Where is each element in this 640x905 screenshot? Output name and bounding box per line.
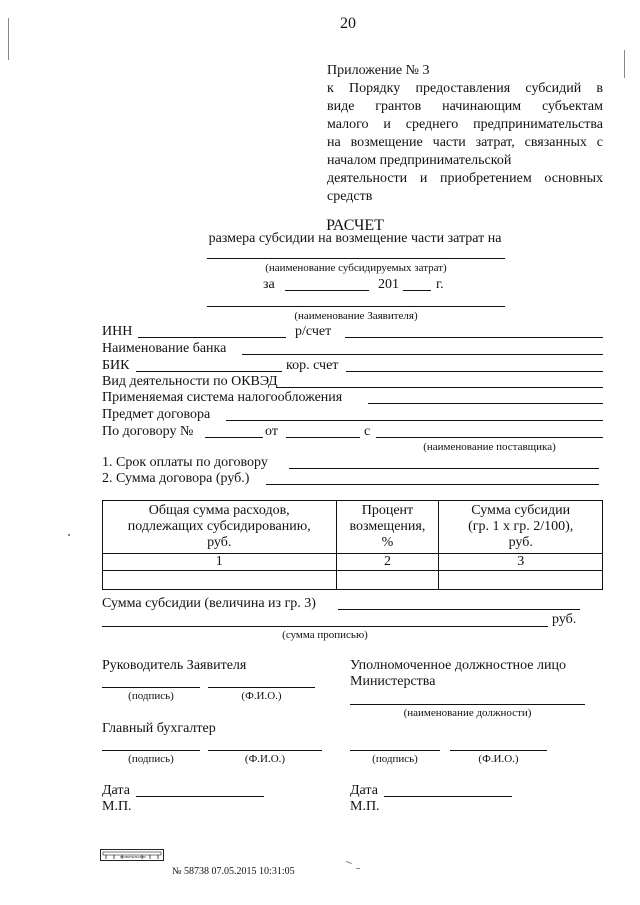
table-header-row	[103, 501, 603, 554]
column-number: 2	[336, 554, 439, 571]
stamp-text: ПРАВИТЕЛЬСТВО	[120, 855, 146, 859]
fio-hint: (Ф.И.О.)	[244, 753, 286, 765]
header-line: Общая сумма расходов,	[148, 503, 290, 518]
scan-mark	[624, 50, 625, 78]
table-header-cell	[103, 501, 337, 554]
header-line: возмещения,	[349, 519, 426, 534]
appendix-line: началом предпринимательской	[327, 153, 512, 168]
subsidy-field[interactable]	[338, 609, 580, 610]
appendix-line: на возмещение части затрат, связанных с	[327, 135, 603, 150]
position-field[interactable]	[350, 704, 585, 705]
okved-label: Вид деятельности по ОКВЭД	[102, 374, 278, 389]
column-number: 1	[103, 554, 337, 571]
currency-label: руб.	[552, 612, 577, 627]
percent-cell[interactable]	[336, 571, 439, 590]
sum-label: 2. Сумма договора (руб.)	[102, 471, 250, 486]
applicant-hint: (наименование Заявителя)	[294, 310, 418, 322]
appendix-line: виде грантов начинающим субъектам	[327, 99, 603, 114]
accountant-signature-field[interactable]	[102, 750, 200, 751]
supplier-hint: (наименование поставщика)	[423, 441, 556, 453]
date-label: Дата	[350, 783, 378, 798]
calculation-table	[102, 500, 603, 590]
corr-account-label: кор. счет	[286, 358, 339, 373]
form-subtitle: размера субсидии на возмещение части затрат на	[208, 231, 502, 246]
head-fio-field[interactable]	[208, 687, 315, 688]
period-suffix: г.	[436, 277, 444, 292]
signature-hint: (подпись)	[128, 753, 174, 765]
bik-label: БИК	[102, 358, 130, 373]
account-field[interactable]	[345, 337, 603, 338]
seal-label: М.П.	[102, 799, 132, 814]
official-label: Уполномоченное должностное лицо	[350, 658, 566, 673]
column-number: 3	[439, 554, 603, 571]
date-field[interactable]	[136, 796, 264, 797]
header-line: руб.	[508, 535, 533, 550]
official-signature-field[interactable]	[350, 750, 440, 751]
costs-field[interactable]	[207, 258, 505, 259]
tax-system-field[interactable]	[368, 403, 603, 404]
header-line: %	[381, 535, 394, 550]
scan-mark	[356, 868, 360, 869]
header-line: (гр. 1 х гр. 2/100),	[468, 519, 574, 534]
signature-hint: (подпись)	[128, 690, 174, 702]
appendix-line: деятельности и приобретением основных	[327, 171, 603, 186]
account-label: р/счет	[295, 324, 332, 339]
term-label: 1. Срок оплаты по договору	[102, 455, 268, 470]
header-line: Процент	[361, 503, 414, 518]
head-label: Руководитель Заявителя	[102, 658, 247, 673]
contract-no-field[interactable]	[205, 437, 263, 438]
contract-with-label: с	[364, 424, 371, 439]
costs-hint: (наименование субсидируемых затрат)	[265, 262, 447, 274]
term-field[interactable]	[289, 468, 599, 469]
form-title: РАСЧЕТ	[326, 217, 384, 234]
tax-system-label: Применяемая система налогообложения	[102, 390, 343, 405]
fio-hint: (Ф.И.О.)	[478, 753, 519, 765]
government-stamp-logo	[100, 848, 164, 862]
inn-field[interactable]	[138, 337, 286, 338]
header-line: подлежащих субсидированию,	[127, 519, 311, 534]
subsidy-amount-cell[interactable]	[439, 571, 603, 590]
appendix-line: малого и среднего предпринимательства	[327, 117, 603, 132]
official-label-2: Министерства	[350, 674, 436, 689]
subsidy-label: Сумма субсидии (величина из гр. 3)	[102, 596, 316, 611]
official-fio-field[interactable]	[450, 750, 547, 751]
date-label: Дата	[102, 783, 130, 798]
header-line: Сумма субсидии	[471, 503, 571, 518]
sum-field[interactable]	[266, 484, 599, 485]
accountant-label: Главный бухгалтер	[102, 721, 216, 736]
contract-subject-field[interactable]	[226, 420, 603, 421]
document-reference: № 58738 07.05.2015 10:31:05	[172, 866, 295, 877]
supplier-field[interactable]	[376, 437, 603, 438]
table-number-row	[103, 554, 603, 571]
signature-hint: (подпись)	[372, 753, 418, 765]
scan-mark	[8, 18, 9, 60]
period-year: 201	[378, 277, 399, 292]
head-signature-field[interactable]	[102, 687, 200, 688]
bank-field[interactable]	[242, 354, 603, 355]
corr-account-field[interactable]	[346, 371, 603, 372]
table-header-cell	[439, 501, 603, 554]
okved-field[interactable]	[276, 387, 603, 388]
period-field[interactable]	[285, 290, 369, 291]
applicant-field[interactable]	[207, 306, 505, 307]
fio-hint: (Ф.И.О.)	[241, 690, 282, 702]
official-date-field[interactable]	[384, 796, 512, 797]
appendix-line: к Порядку предоставления субсидий в	[327, 81, 603, 96]
appendix-title: Приложение № 3	[327, 63, 430, 78]
scan-mark	[346, 861, 352, 864]
period-prefix: за	[263, 277, 275, 292]
contract-date-field[interactable]	[286, 437, 360, 438]
contract-no-label: По договору №	[102, 424, 194, 439]
seal-label: М.П.	[350, 799, 380, 814]
scan-mark	[68, 534, 70, 536]
table-row	[103, 571, 603, 590]
inn-label: ИНН	[102, 324, 133, 339]
page-number: 20	[340, 15, 356, 32]
amount-words-field[interactable]	[102, 626, 548, 627]
accountant-fio-field[interactable]	[208, 750, 322, 751]
bank-label: Наименование банка	[102, 341, 227, 356]
contract-from-label: от	[265, 424, 278, 439]
position-hint: (наименование должности)	[403, 707, 532, 719]
header-line: руб.	[207, 535, 232, 550]
appendix-line: средств	[327, 189, 373, 204]
table-header-cell	[336, 501, 439, 554]
contract-subject-label: Предмет договора	[102, 407, 211, 422]
bik-field[interactable]	[136, 371, 282, 372]
year-field[interactable]	[403, 290, 431, 291]
amount-words-hint: (сумма прописью)	[282, 629, 368, 641]
total-expenses-cell[interactable]	[103, 571, 337, 590]
